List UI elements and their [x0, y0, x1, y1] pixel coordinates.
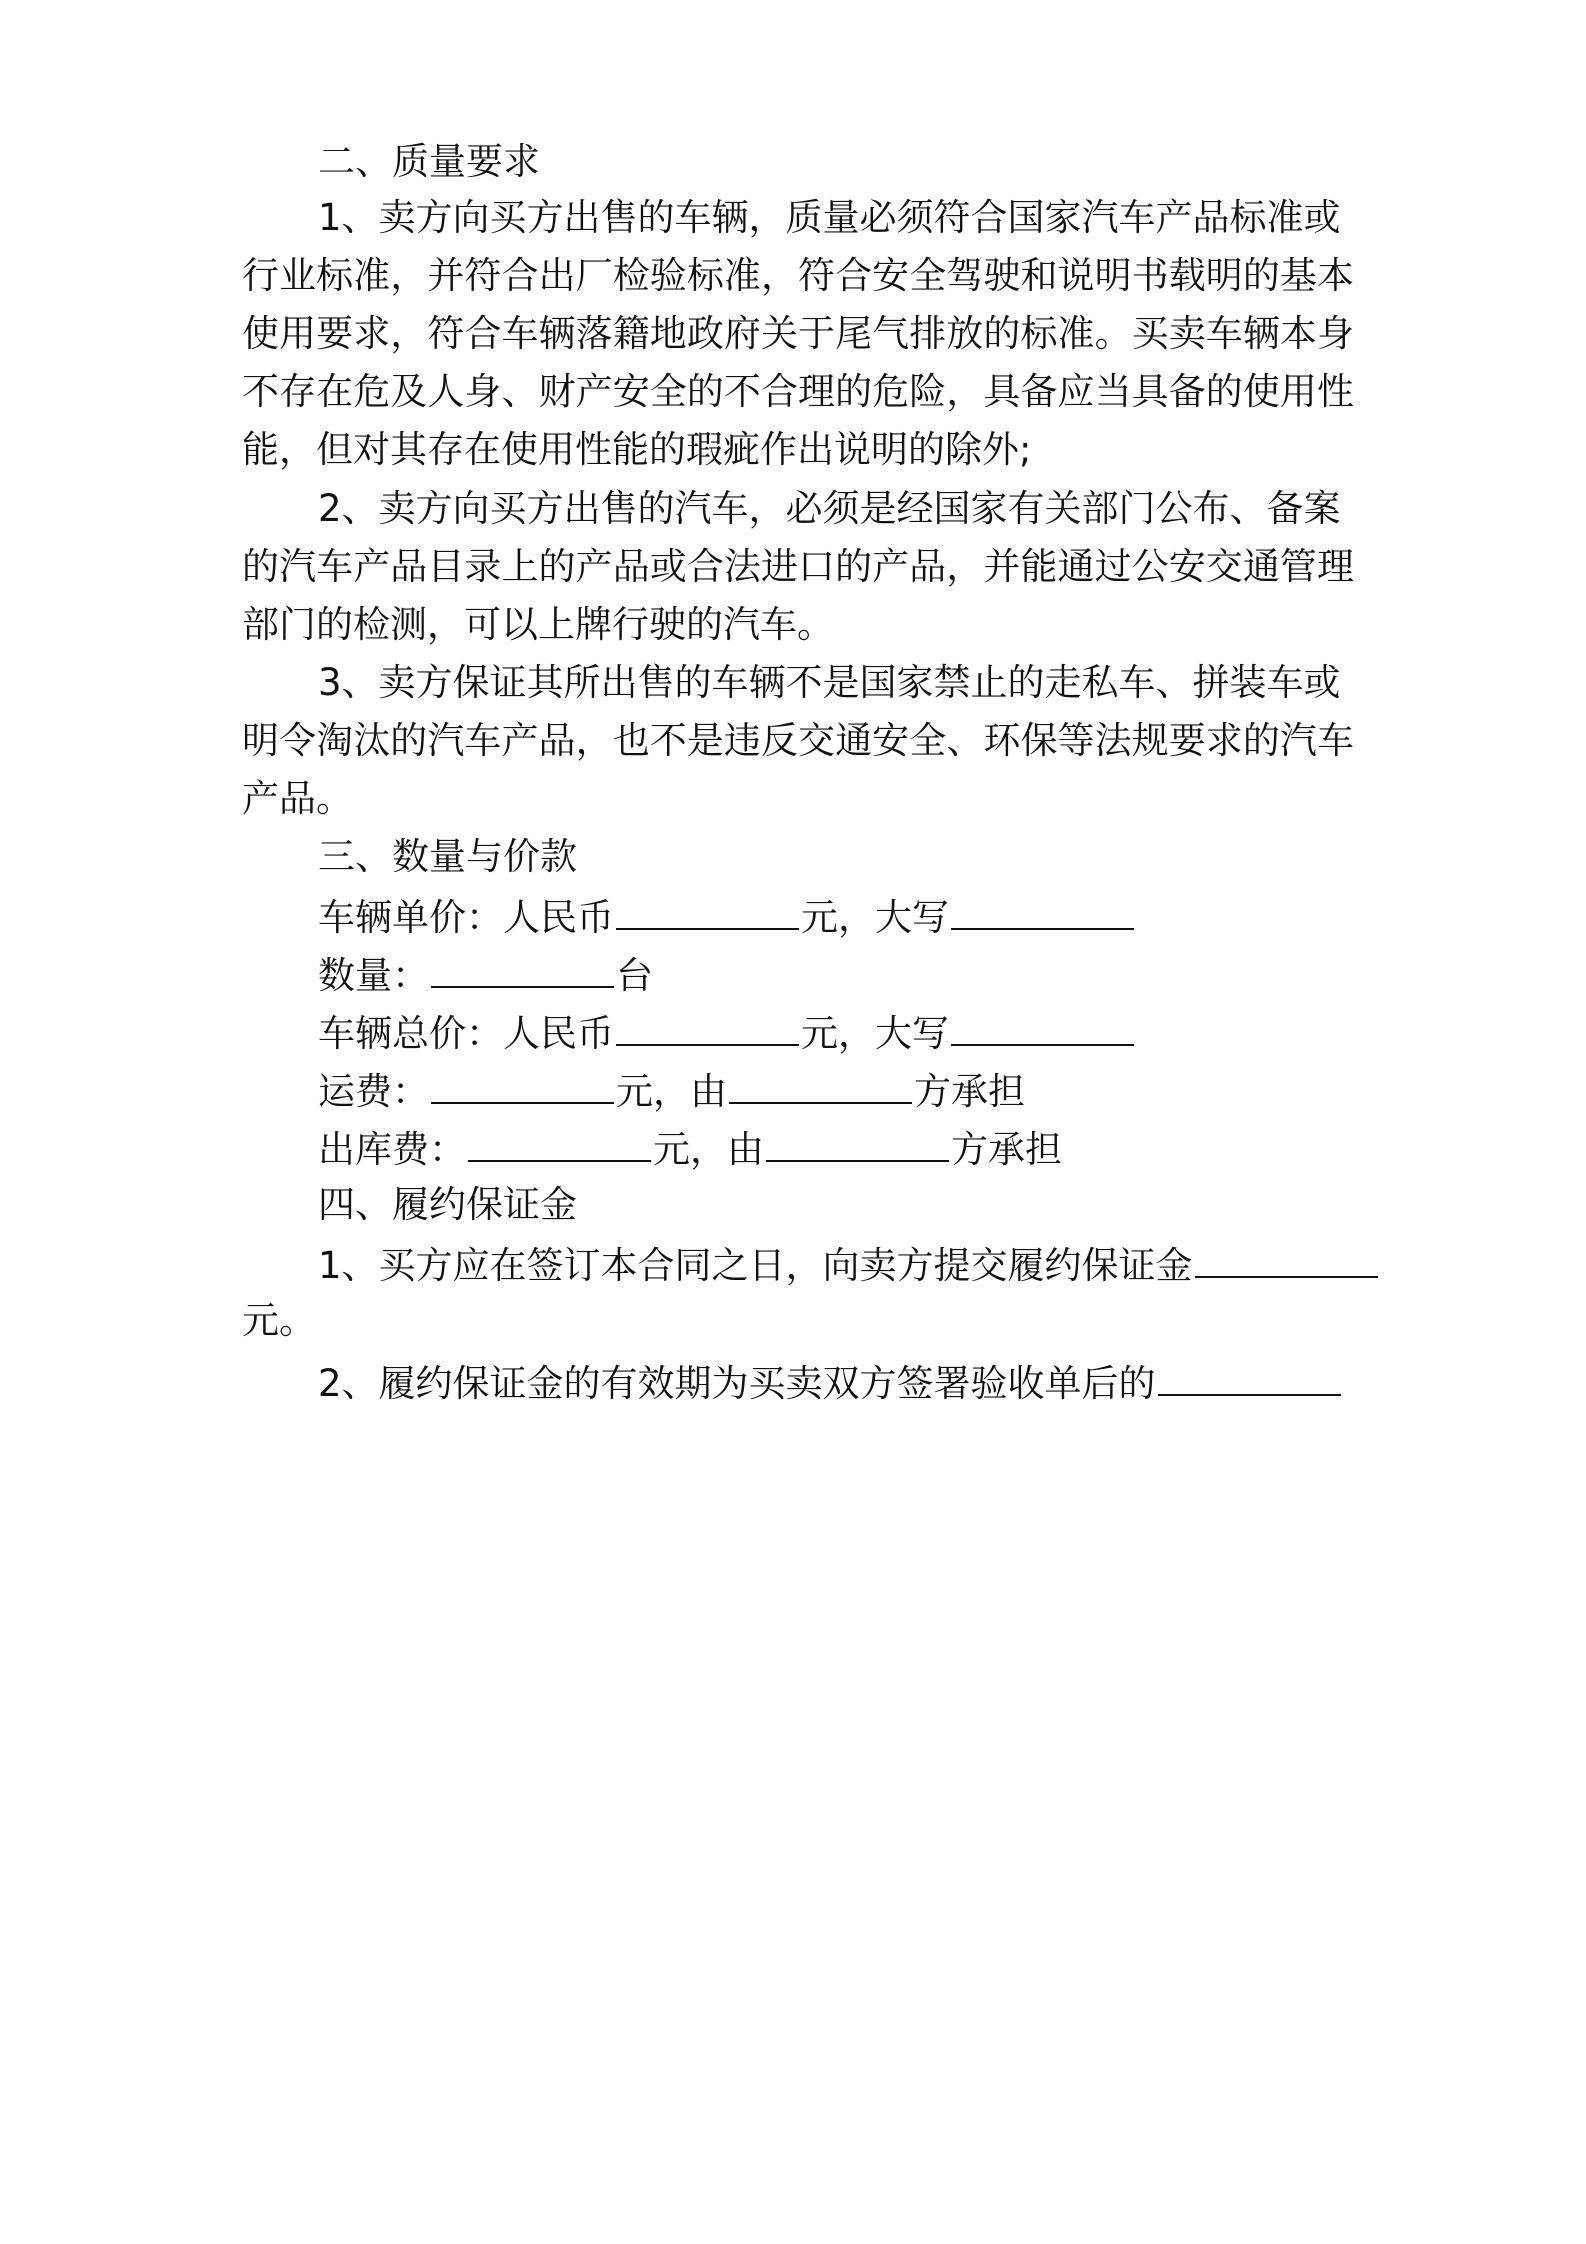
quality-item2-line3: 部门的检测，可以上牌行驶的汽车。 [242, 603, 834, 646]
outbound-fee-suffix: 方承担 [951, 1128, 1062, 1171]
outbound-fee-label: 出库费： [318, 1128, 466, 1171]
quantity-label: 数量： [318, 954, 429, 997]
deposit-item1-line1 [318, 1238, 1380, 1291]
quality-item3-line1: 3、卖方保证其所出售的车辆不是国家禁止的走私车、拼装车或 [318, 661, 1341, 704]
outbound-fee-row [318, 1122, 1062, 1175]
freight-suffix: 方承担 [914, 1070, 1025, 1113]
quality-item2-line2: 的汽车产品目录上的产品或合法进口的产品，并能通过公安交通管理 [242, 545, 1354, 588]
quality-item2-line1: 2、卖方向买方出售的汽车，必须是经国家有关部门公布、备案 [318, 487, 1341, 530]
total-price-uppercase-blank[interactable] [951, 1006, 1134, 1046]
total-price-row [318, 1006, 1136, 1059]
deposit-item2-line1 [318, 1356, 1343, 1409]
quality-item1-line2: 行业标准，并符合出厂检验标准，符合安全驾驶和说明书载明的基本 [242, 254, 1354, 297]
quality-item1-line4: 不存在危及人身、财产安全的不合理的危险，具备应当具备的使用性 [242, 370, 1354, 413]
section-heading-quantity-price: 三、数量与价款 [318, 835, 577, 878]
unit-price-unit: 元，大写 [801, 896, 949, 939]
section-heading-quality: 二、质量要求 [318, 140, 540, 183]
deposit-item2-text: 2、履约保证金的有效期为买卖双方签署验收单后的 [318, 1362, 1156, 1405]
deposit-amount-blank[interactable] [1195, 1238, 1378, 1278]
quality-item3-line3: 产品。 [242, 777, 353, 820]
deposit-item1-continuation: 元。 [242, 1299, 316, 1342]
deposit-item1-text: 1、买方应在签订本合同之日，向卖方提交履约保证金 [318, 1244, 1193, 1287]
quality-item1-line5: 能，但对其存在使用性能的瑕疵作出说明的除外; [242, 428, 1032, 471]
freight-amount-blank[interactable] [431, 1064, 614, 1104]
total-price-label: 车辆总价：人民币 [318, 1012, 614, 1055]
deposit-validity-blank[interactable] [1158, 1356, 1341, 1396]
freight-party-blank[interactable] [729, 1064, 912, 1104]
freight-unit: 元，由 [616, 1070, 727, 1113]
quantity-unit: 台 [616, 954, 653, 997]
total-price-amount-blank[interactable] [616, 1006, 799, 1046]
unit-price-amount-blank[interactable] [616, 890, 799, 930]
quality-item1-line1: 1、卖方向买方出售的车辆，质量必须符合国家汽车产品标准或 [318, 196, 1341, 239]
quantity-row [318, 948, 653, 1001]
section-heading-deposit: 四、履约保证金 [318, 1183, 577, 1226]
outbound-fee-party-blank[interactable] [766, 1122, 949, 1162]
unit-price-label: 车辆单价：人民币 [318, 896, 614, 939]
outbound-fee-unit: 元，由 [653, 1128, 764, 1171]
total-price-unit: 元，大写 [801, 1012, 949, 1055]
freight-label: 运费： [318, 1070, 429, 1113]
unit-price-uppercase-blank[interactable] [951, 890, 1134, 930]
quality-item1-line3: 使用要求，符合车辆落籍地政府关于尾气排放的标准。买卖车辆本身 [242, 312, 1354, 355]
quantity-blank[interactable] [431, 948, 614, 988]
unit-price-row [318, 890, 1136, 943]
quality-item3-line2: 明令淘汰的汽车产品，也不是违反交通安全、环保等法规要求的汽车 [242, 719, 1354, 762]
freight-row [318, 1064, 1025, 1117]
outbound-fee-amount-blank[interactable] [468, 1122, 651, 1162]
